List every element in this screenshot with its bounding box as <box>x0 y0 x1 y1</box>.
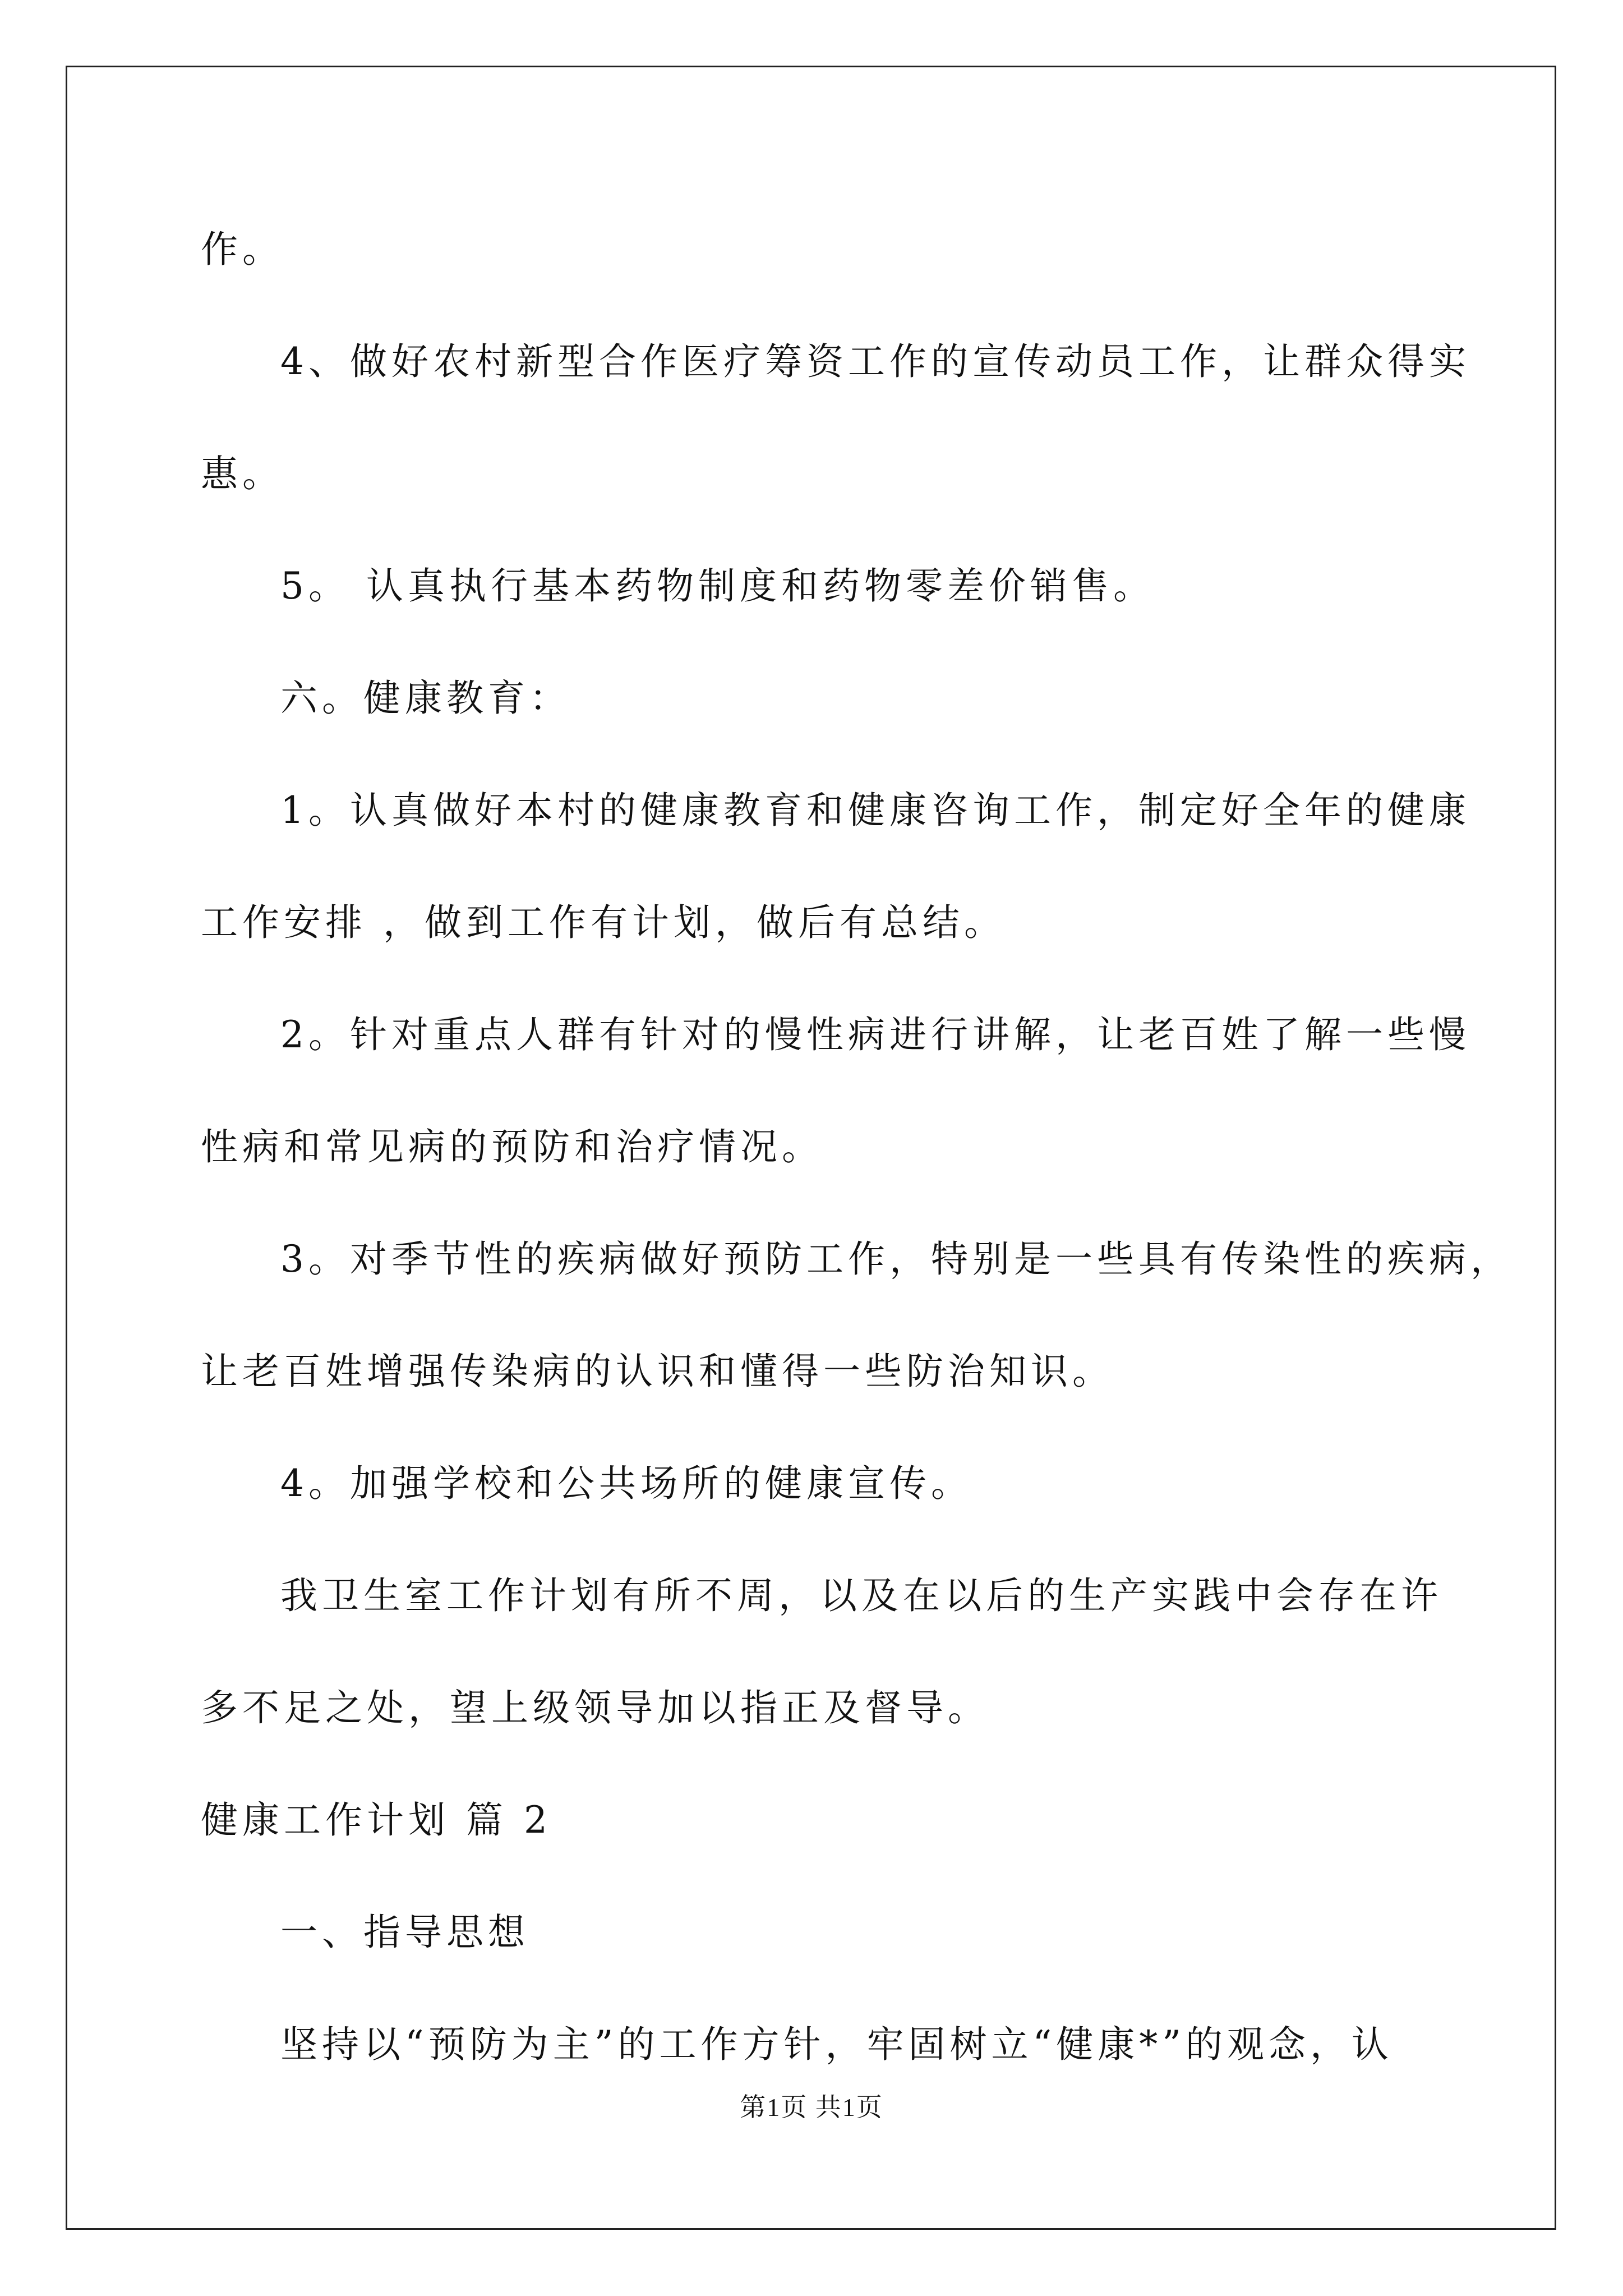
text-line-continuation-6: 多不足之处，望上级领导加以指正及督导。 <box>201 1686 989 1729</box>
paragraph-item-4-school-publicity: 4。加强学校和公共场所的健康宣传。 <box>280 1462 972 1505</box>
paragraph-item-2-chronic-disease: 2。针对重点人群有针对的慢性病进行讲解，让老百姓了解一些慢 <box>280 1013 1470 1056</box>
paragraph-item-5-essential-drugs: 5。 认真执行基本药物制度和药物零差价销售。 <box>280 564 1155 608</box>
text-line-continuation-3: 工作安排 ，做到工作有计划，做后有总结。 <box>201 901 1006 944</box>
paragraph-item-4-rural-cooperative: 4、做好农村新型合作医疗筹资工作的宣传动员工作，让群众得实 <box>280 340 1470 383</box>
page-number-footer: 第1页 共1页 <box>740 2093 883 2122</box>
section-heading-guiding-ideology: 一、指导思想 <box>280 1911 529 1954</box>
text-line-continuation-5: 让老百姓增强传染病的认识和懂得一些防治知识。 <box>201 1350 1114 1393</box>
text-line-continuation-2: 惠。 <box>201 452 284 495</box>
section-heading-health-education: 六。健康教育： <box>280 677 571 720</box>
paragraph-closing-remarks: 我卫生室工作计划有所不周，以及在以后的生产实践中会存在许 <box>280 1574 1442 1617</box>
article-title-part-2: 健康工作计划 篇 2 <box>201 1798 552 1842</box>
paragraph-item-1-health-education: 1。认真做好本村的健康教育和健康咨询工作，制定好全年的健康 <box>280 789 1470 832</box>
text-line-continuation-1: 作。 <box>201 228 284 271</box>
paragraph-item-3-seasonal-disease: 3。对季节性的疾病做好预防工作，特别是一些具有传染性的疾病， <box>280 1237 1512 1281</box>
paragraph-guiding-principle: 坚持以“预防为主”的工作方针，牢固树立“健康*”的观念，认 <box>280 2023 1393 2066</box>
text-line-continuation-4: 性病和常见病的预防和治疗情况。 <box>201 1125 823 1168</box>
